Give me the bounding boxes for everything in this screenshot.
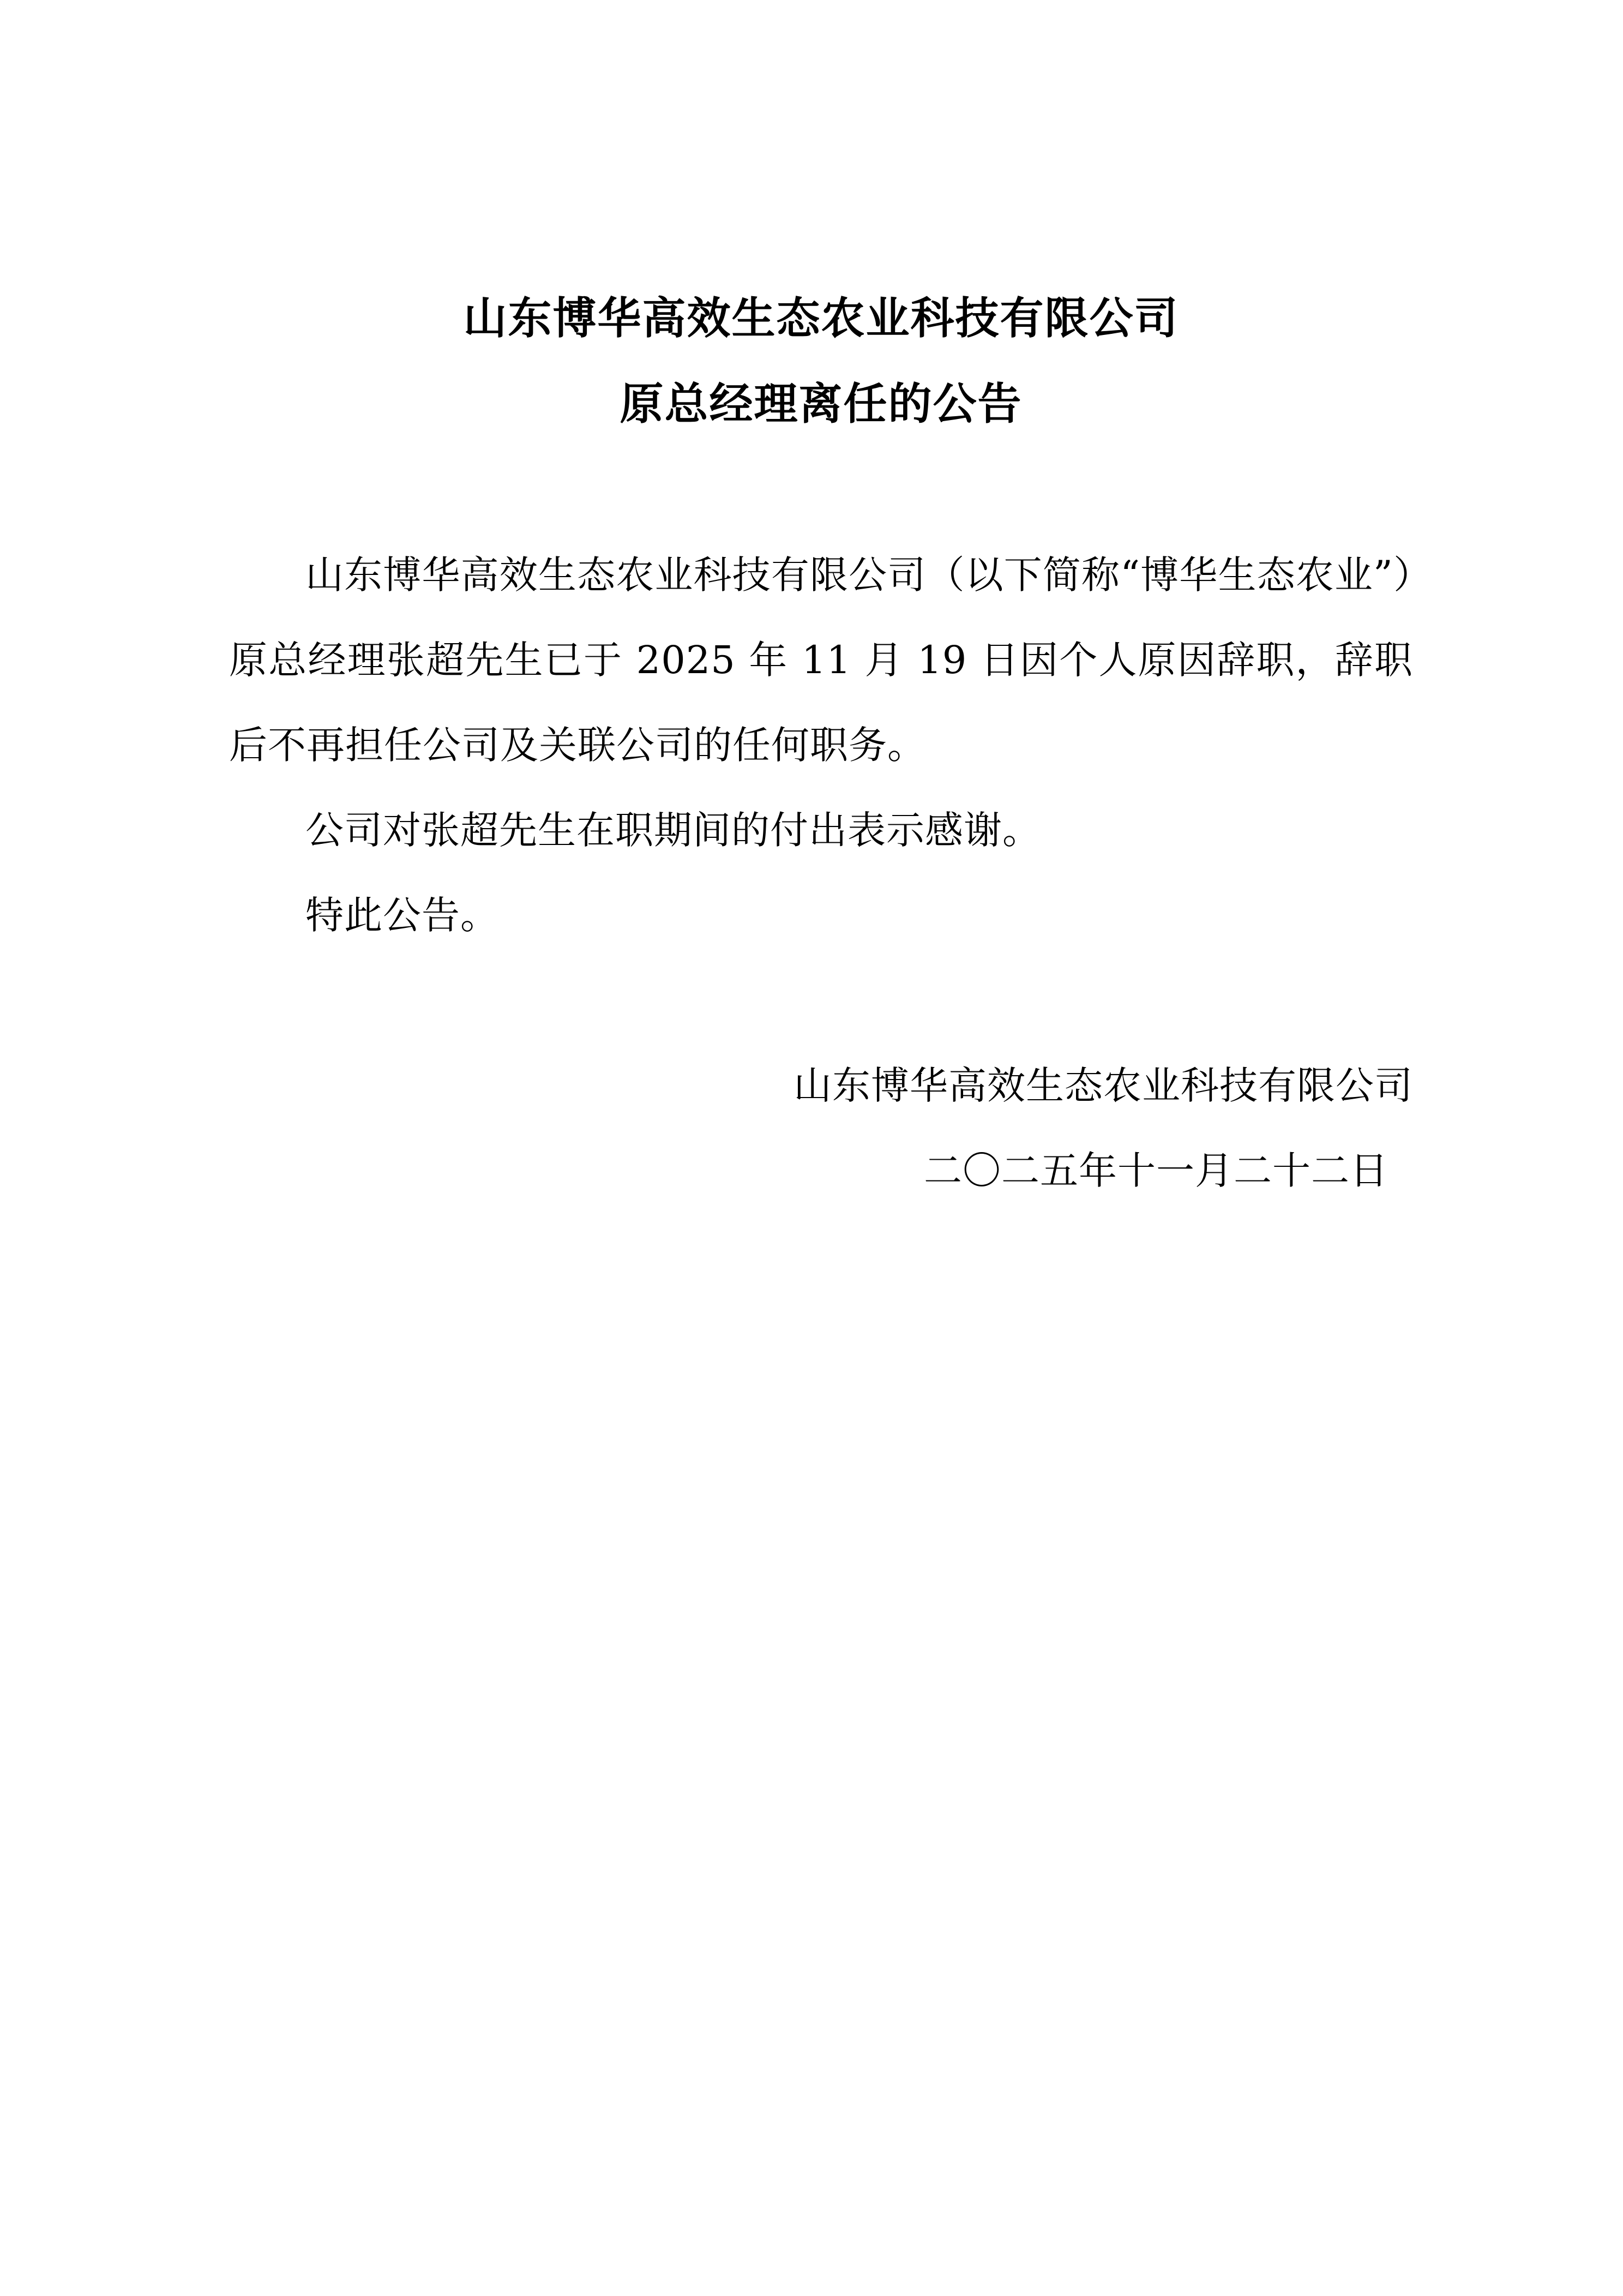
document-body — [229, 532, 1413, 958]
signature-date: 二〇二五年十一月二十二日 — [924, 1148, 1388, 1193]
paragraph-thanks: 公司对张超先生在职期间的付出表示感谢。 — [305, 808, 1041, 853]
title-body-spacer — [229, 447, 1413, 532]
paragraph-resignation-notice: 山东博华高效生态农业科技有限公司（以下简称“博华生态农业”）原总经理张超先生已于 2025 年 11 月 19 日因个人原因辞职，辞职后不再担任公司及关联公司的任何职务。 — [229, 553, 1413, 768]
paragraph-hereby-announced: 特此公告。 — [305, 893, 499, 938]
signature-company-name: 山东博华高效生态农业科技有限公司 — [794, 1063, 1413, 1108]
document-title-subject: 原总经理离任的公告 — [620, 378, 1023, 429]
document-title-company: 山东博华高效生态农业科技有限公司 — [463, 292, 1179, 344]
body-signature-spacer — [229, 958, 1413, 1043]
signature-block — [229, 1043, 1413, 1213]
